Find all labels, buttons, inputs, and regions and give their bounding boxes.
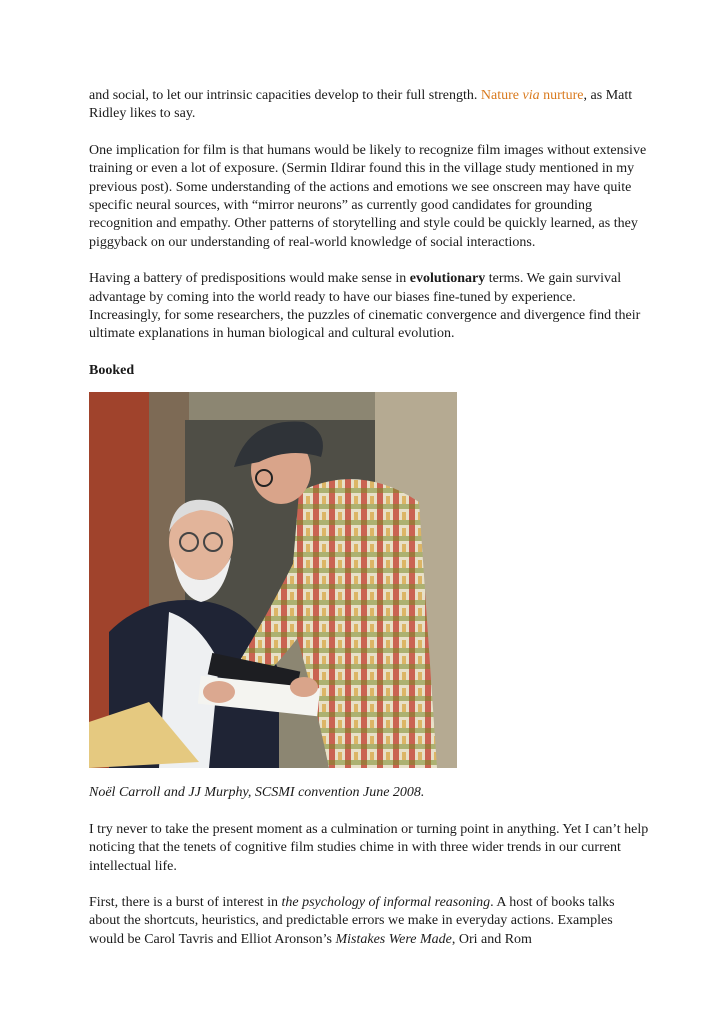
photo-caption: Noël Carroll and JJ Murphy, SCSMI convention June 2008. xyxy=(89,785,425,801)
link-text-nature: Nature xyxy=(480,88,523,103)
paragraph-nature-via-nurture xyxy=(89,87,649,124)
link-text-via: via xyxy=(522,88,540,103)
paragraph-text: terms. We gain survival advantage by coming into the world ready to have our biases fine-tuned by experience. Increasingly, for some researchers, the puzzles of cinematic convergence and divergence find their ultimate explanations in human biological and cultural evolution. xyxy=(89,271,641,342)
document-page xyxy=(89,87,649,949)
paragraph-text: First, there is a burst of interest in xyxy=(89,894,282,910)
paragraph-evolutionary xyxy=(89,270,649,344)
photo-carroll-murphy xyxy=(89,392,457,768)
paragraph-informal-reasoning xyxy=(89,894,649,949)
paragraph-text: Having a battery of predispositions would make sense in xyxy=(89,271,410,287)
italic-book-title: Mistakes Were Made xyxy=(335,931,452,947)
paragraph-text: and social, to let our intrinsic capacities develop to their full strength. xyxy=(89,88,481,103)
paragraph-present-moment: I try never to take the present moment as a culmination or turning point in anything. Yet I can’t help noticing that the tenets of cognitive film studies chime in with three wider trends in our current intellectual life. xyxy=(89,821,649,874)
paragraph-text: . A host of books talks about the shortcuts, heuristics, and predictable errors we make in everyday actions. Examples would be Carol Tavris and Elliot Aronson’s xyxy=(89,894,615,947)
nature-via-nurture-link[interactable] xyxy=(481,88,584,103)
heading-text: Booked xyxy=(89,362,135,378)
link-text-nurture: nurture xyxy=(539,88,584,103)
paragraph-text: , as Matt Ridley likes to say. xyxy=(89,88,633,122)
paragraph-text: , Ori and Rom xyxy=(451,931,532,947)
bold-evolutionary: evolutionary xyxy=(409,271,486,287)
paragraph-film-implication: One implication for film is that humans would be likely to recognize film images without extensive training or even a lot of exposure. (Sermin Ildirar found this in the village study mentioned in my previous post). Some understanding of the actions and emotions we see onscreen may have quite specific neural sources, with “mirror neurons” as currently good candidates for grounding recognition and empathy. Other patterns of storytelling and style could be quickly learned, as they piggyback on our understanding of real-world knowledge of social interactions. xyxy=(89,142,647,250)
photo-illustration xyxy=(89,392,457,768)
section-heading-booked xyxy=(89,362,649,380)
italic-informal-reasoning: the psychology of informal reasoning xyxy=(281,894,491,910)
